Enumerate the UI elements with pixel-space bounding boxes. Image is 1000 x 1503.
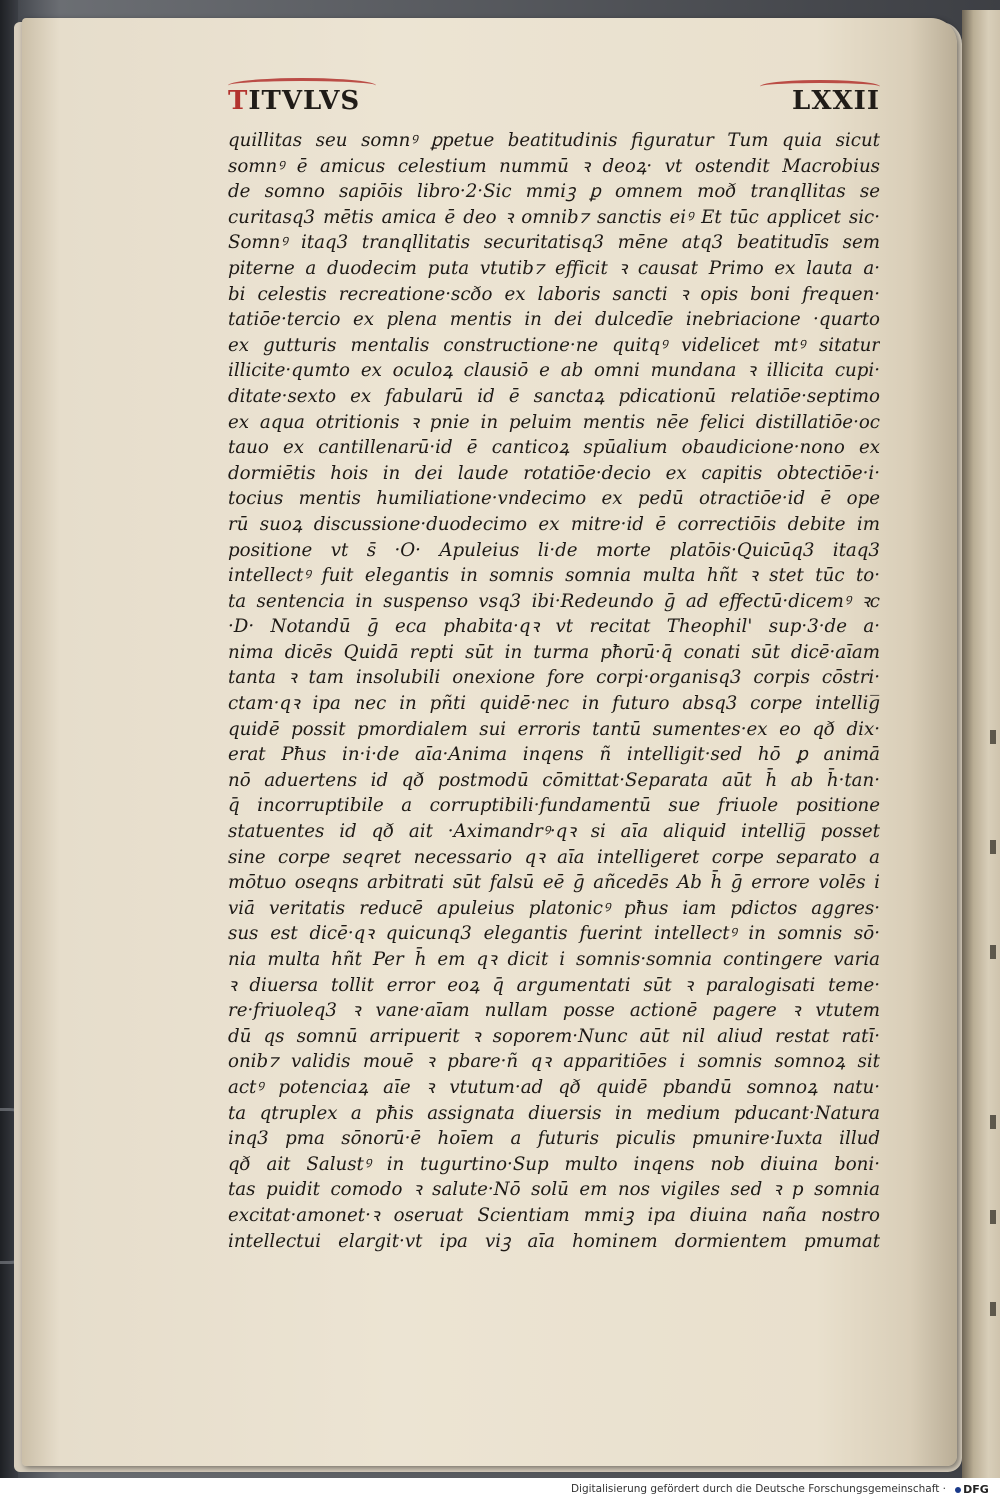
text-line: onib⁊ validis mouē ꝛ pbare·ñ qꝛ apparitiōes i somnis somnoꝝ sit <box>228 1051 880 1073</box>
text-line: ·D· Notandū ḡ eca phabita·qꝛ vt recitat Theophil' sup·3·de a· <box>228 616 880 638</box>
folio-number: LXXII <box>792 86 880 116</box>
facing-page-edge <box>962 10 1000 1478</box>
funding-credit: Digitalisierung gefördert durch die Deutsche Forschungsgemeinschaft · <box>570 1483 946 1495</box>
page-header <box>228 84 880 124</box>
text-line: excitat·amonet·ꝛ oseruat Scientiam mmiꝫ ipa diuina naña nostro <box>228 1204 880 1226</box>
text-line: sus est dicē·qꝛ quicunq3 elegantis fuerint intellectꝰ in somnis sō· <box>228 923 880 945</box>
text-line: ꝛ diuersa tollit error eoꝝ q̄ argumentati sūt ꝛ paralogisati teme· <box>228 974 880 996</box>
text-line: intellectꝰ fuit elegantis in somnis somnia multa hñt ꝛ stet tūc to· <box>228 565 880 587</box>
facing-page-glyph <box>990 1210 996 1224</box>
text-line: positione vt s̄ ·O· Apuleius li·de morte platōis·Quicūq3 itaq3 <box>228 539 880 561</box>
running-title-text: ITVLVS <box>248 86 361 116</box>
text-line: re·friuoleq3 ꝛ vane·aīam nullam posse actionē pagere ꝛ vtutem <box>228 1000 880 1022</box>
text-line: quidē possit pmordialem sui erroris tantū sumentes·ex eo qð dix· <box>228 718 880 740</box>
text-line: ex aqua otritionis ꝛ pnie in peluim mentis nēe felici distillatiōe·oc <box>228 411 880 433</box>
text-line: illicite·qumto ex oculoꝝ clausiō e ab omni mundana ꝛ illicita cupi· <box>228 360 880 382</box>
dfg-logo-text: DFG <box>963 1483 989 1496</box>
text-line: dormiētis hois in dei laude rotatiōe·decio ex capitis obtectiōe·i· <box>228 462 880 484</box>
text-line: somnꝰ ē amicus celestium nummū ꝛ deoꝝ· vt ostendit Macrobius <box>228 155 880 177</box>
text-line: sine corpe seqret necessario qꝛ aīa intelligeret corpe separato a <box>228 846 880 868</box>
running-title <box>228 86 360 116</box>
text-line: rū suoꝝ discussione·duodecimo ex mitre·id ē correctiōis debite im <box>228 513 880 535</box>
dfg-logo <box>952 1481 992 1499</box>
text-line: statuentes id qð ait ·Aximandrꝰ·qꝛ si aīa aliquid intellig̅ posset <box>228 821 880 843</box>
facing-page-glyph <box>990 1302 996 1316</box>
text-line: intellectui elargit·vt ipa viꝫ aīa hominem dormientem pmumat <box>228 1230 880 1252</box>
text-line: Somnꝰ itaq3 tranqllitatis securitatisq3 mēne atq3 beatitudīs sem <box>228 232 880 254</box>
text-line: qð ait Salustꝰ in tugurtino·Sup multo inqens nob diuina boni· <box>228 1153 880 1175</box>
text-line: viā veritatis reducē apuleius platonicꝰ pħus iam pdictos aggres· <box>228 897 880 919</box>
facing-page-glyph <box>990 945 996 959</box>
running-title-initial: T <box>228 86 249 116</box>
text-line: q̄ incorruptibile a corruptibili·fundamentū sue friuole positione <box>228 795 880 817</box>
text-line: nima dicēs Quidā repti sūt in turma pħorū·q̄ conati sūt dicē·aīam <box>228 641 880 663</box>
text-line: tanta ꝛ tam insolubili onexione fore corpi·organisq3 corpis cōstri· <box>228 667 880 689</box>
text-line: ctam·qꝛ ipa nec in pñti quidē·nec in futuro absq3 corpe intellig̅ <box>228 693 880 715</box>
text-line: nia multa hñt Per h̄ em qꝛ dicit i somnis·somnia contingere varia <box>228 949 880 970</box>
text-line: tocius mentis humiliatione·vndecimo ex pedū otractiōe·id ē ope <box>228 488 880 510</box>
facing-page-glyph <box>990 1115 996 1129</box>
text-line: tas puidit comodo ꝛ salute·Nō solū em nos vigiles sed ꝛ p somnia <box>228 1179 880 1201</box>
text-line: ta sentencia in suspenso vsq3 ibi·Redeundo ḡ ad effectū·dicemꝰ ꝛc <box>228 590 880 612</box>
text-line: ex gutturis mentalis constructione·ne quitqꝰ videlicet mtꝰ sitatur <box>228 334 880 356</box>
text-line: tauo ex cantillenarū·id ē canticoꝝ spūalium obaudicione·nono ex <box>228 437 880 459</box>
text-line: actꝰ potenciaꝝ aīe ꝛ vtutum·ad qð quidē pbandū somnoꝝ natu· <box>228 1076 880 1098</box>
facing-page-glyph <box>990 730 996 744</box>
text-line: piterne a duodecim puta vtutib⁊ efficit ꝛ causat Primo ex lauta a· <box>228 257 880 279</box>
text-line: inq3 pma sōnorū·ē hoīem a futuris piculis pmunire·Iuxta illud <box>228 1128 880 1150</box>
text-line: erat Pħus in·i·de aīa·Anima inqens ñ intelligit·sed hō ꝑ animā <box>228 744 880 766</box>
facing-page-glyph <box>990 840 996 854</box>
text-line: curitasq3 mētis amica ē deo ꝛ omnib⁊ sanctis eiꝰ Et tūc applicet sic· <box>228 206 880 228</box>
dfg-logo-mark <box>955 1487 961 1493</box>
footer-bar <box>0 1478 1000 1503</box>
text-line: bi celestis recreatione·scðo ex laboris sancti ꝛ opis boni frequen· <box>228 283 880 305</box>
text-line: mōtuo oseqns arbitrati sūt falsū eē ḡ añcedēs Ab h̄ ḡ errore volēs i <box>228 872 880 894</box>
text-block <box>228 128 880 1254</box>
text-line: ta qtruplex a pħis assignata diuersis in medium pducant·Natura <box>228 1102 880 1124</box>
text-line: quillitas seu somnꝰ ꝑpetue beatitudinis figuratur Tum quia sicut <box>228 130 880 151</box>
text-line: ditate·sexto ex fabularū id ē sanctaꝝ pdicationū relatiōe·septimo <box>228 385 880 407</box>
text-line: tatiōe·tercio ex plena mentis in dei dulcedīe inebriacione ·quarto <box>228 309 880 331</box>
text-line: dū qs somnū arripuerit ꝛ soporem·Nunc aūt nil aliud restat ratī· <box>228 1025 880 1047</box>
text-line: nō aduertens id qð postmodū cōmittat·Separata aūt h̄ ab h̄·tan· <box>228 769 880 791</box>
text-line: de somno sapiōis libro·2·Sic mmiꝫ ꝑ omnem moð tranqllitas se <box>228 181 880 203</box>
